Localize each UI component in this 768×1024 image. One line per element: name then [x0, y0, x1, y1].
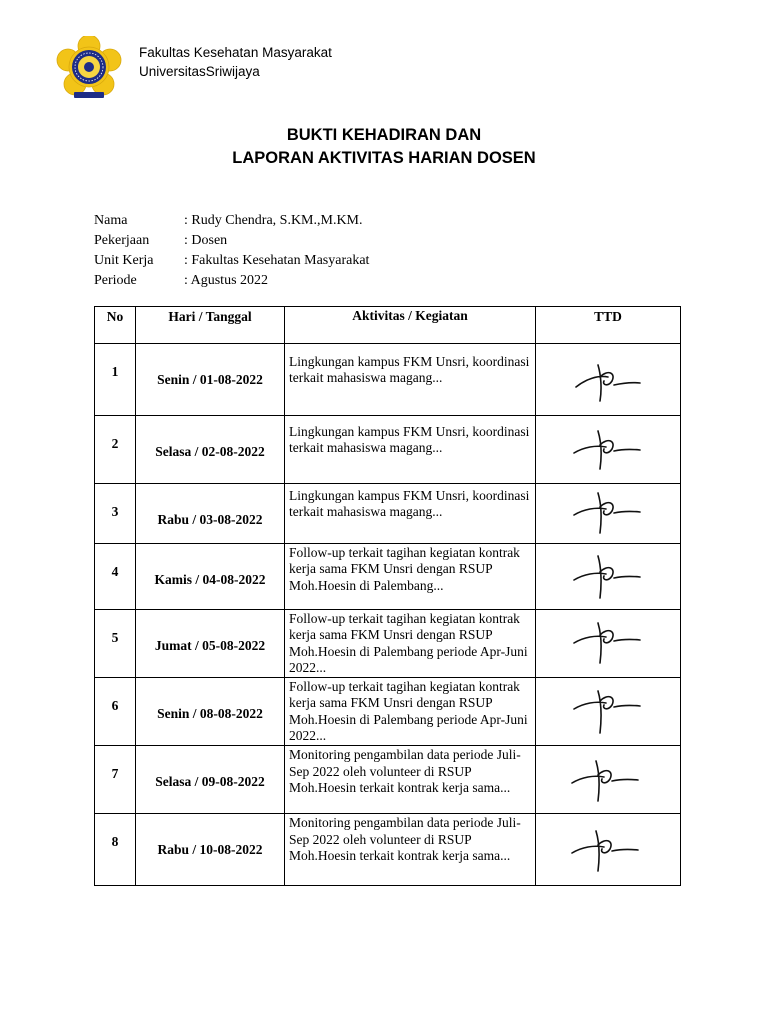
institution-faculty: Fakultas Kesehatan Masyarakat [139, 45, 332, 60]
attendance-table [94, 306, 681, 886]
info-label: Nama [94, 213, 128, 228]
row-activity: Follow-up terkait tagihan kegiatan kontrak kerja sama FKM Unsri dengan RSUP Moh.Hoesin di Palembang periode Apr-Juni 2022... [285, 678, 536, 746]
info-label: Pekerjaan [94, 233, 150, 248]
institution-header [139, 43, 332, 81]
info-row-period [94, 271, 369, 291]
row-day: Selasa / 02-08-2022 [155, 444, 265, 459]
signature-image [568, 825, 648, 875]
info-value: : Dosen [184, 233, 228, 248]
row-activity: Lingkungan kampus FKM Unsri, koordinasi terkait mahasiswa magang... [285, 416, 536, 484]
row-no: 1 [111, 364, 119, 379]
table-row [95, 814, 681, 886]
table-row [95, 610, 681, 678]
signature-image [568, 355, 648, 405]
signature-image [568, 552, 648, 602]
row-day: Jumat / 05-08-2022 [154, 638, 266, 653]
table-row [95, 484, 681, 544]
header-day: Hari / Tanggal [136, 307, 285, 344]
info-value: : Agustus 2022 [184, 273, 269, 288]
row-activity: Lingkungan kampus FKM Unsri, koordinasi terkait mahasiswa magang... [285, 344, 536, 416]
signature-image [568, 425, 648, 475]
row-day: Rabu / 03-08-2022 [157, 512, 263, 527]
row-activity: Lingkungan kampus FKM Unsri, koordinasi terkait mahasiswa magang... [285, 484, 536, 544]
header-signature: TTD [536, 307, 681, 344]
row-activity: Follow-up terkait tagihan kegiatan kontrak kerja sama FKM Unsri dengan RSUP Moh.Hoesin di Palembang periode Apr-Juni 2022... [285, 610, 536, 678]
info-row-name [94, 211, 369, 231]
row-day: Kamis / 04-08-2022 [154, 572, 266, 587]
table-row [95, 344, 681, 416]
row-activity: Monitoring pengambilan data periode Juli-Sep 2022 oleh volunteer di RSUP Moh.Hoesin terkait kontrak kerja sama... [285, 814, 536, 886]
header-no: No [95, 307, 136, 344]
info-label: Periode [94, 273, 137, 288]
personal-info [94, 211, 369, 291]
row-activity: Follow-up terkait tagihan kegiatan kontrak kerja sama FKM Unsri dengan RSUP Moh.Hoesin di Palembang... [285, 544, 536, 610]
table-row [95, 678, 681, 746]
row-no: 2 [111, 436, 119, 451]
row-day: Selasa / 09-08-2022 [155, 774, 265, 790]
row-no: 6 [111, 698, 119, 714]
table-row [95, 746, 681, 814]
row-day: Senin / 01-08-2022 [157, 372, 263, 387]
table-header-row [95, 307, 681, 344]
row-no: 7 [111, 766, 119, 782]
info-row-unit [94, 251, 369, 271]
university-logo [54, 36, 124, 100]
info-label: Unit Kerja [94, 253, 154, 268]
table-row [95, 544, 681, 610]
row-day: Senin / 08-08-2022 [157, 706, 263, 722]
row-no: 5 [111, 630, 119, 645]
header-activity: Aktivitas / Kegiatan [285, 307, 536, 344]
signature-image [568, 489, 648, 539]
title-line-1: BUKTI KEHADIRAN DAN [286, 126, 482, 144]
row-no: 8 [111, 834, 119, 850]
institution-university: UniversitasSriwijaya [139, 64, 260, 79]
document-title [0, 124, 768, 170]
row-no: 3 [111, 504, 119, 519]
table-row [95, 416, 681, 484]
signature-image [568, 755, 648, 805]
signature-image [568, 619, 648, 669]
title-line-2: LAPORAN AKTIVITAS HARIAN DOSEN [232, 149, 536, 167]
info-value: : Fakultas Kesehatan Masyarakat [184, 253, 370, 268]
row-day: Rabu / 10-08-2022 [157, 842, 263, 858]
row-activity: Monitoring pengambilan data periode Juli-Sep 2022 oleh volunteer di RSUP Moh.Hoesin terkait kontrak kerja sama... [285, 746, 536, 814]
info-row-job [94, 231, 369, 251]
info-value: : Rudy Chendra, S.KM.,M.KM. [184, 213, 363, 228]
row-no: 4 [111, 564, 119, 579]
signature-image [568, 687, 648, 737]
